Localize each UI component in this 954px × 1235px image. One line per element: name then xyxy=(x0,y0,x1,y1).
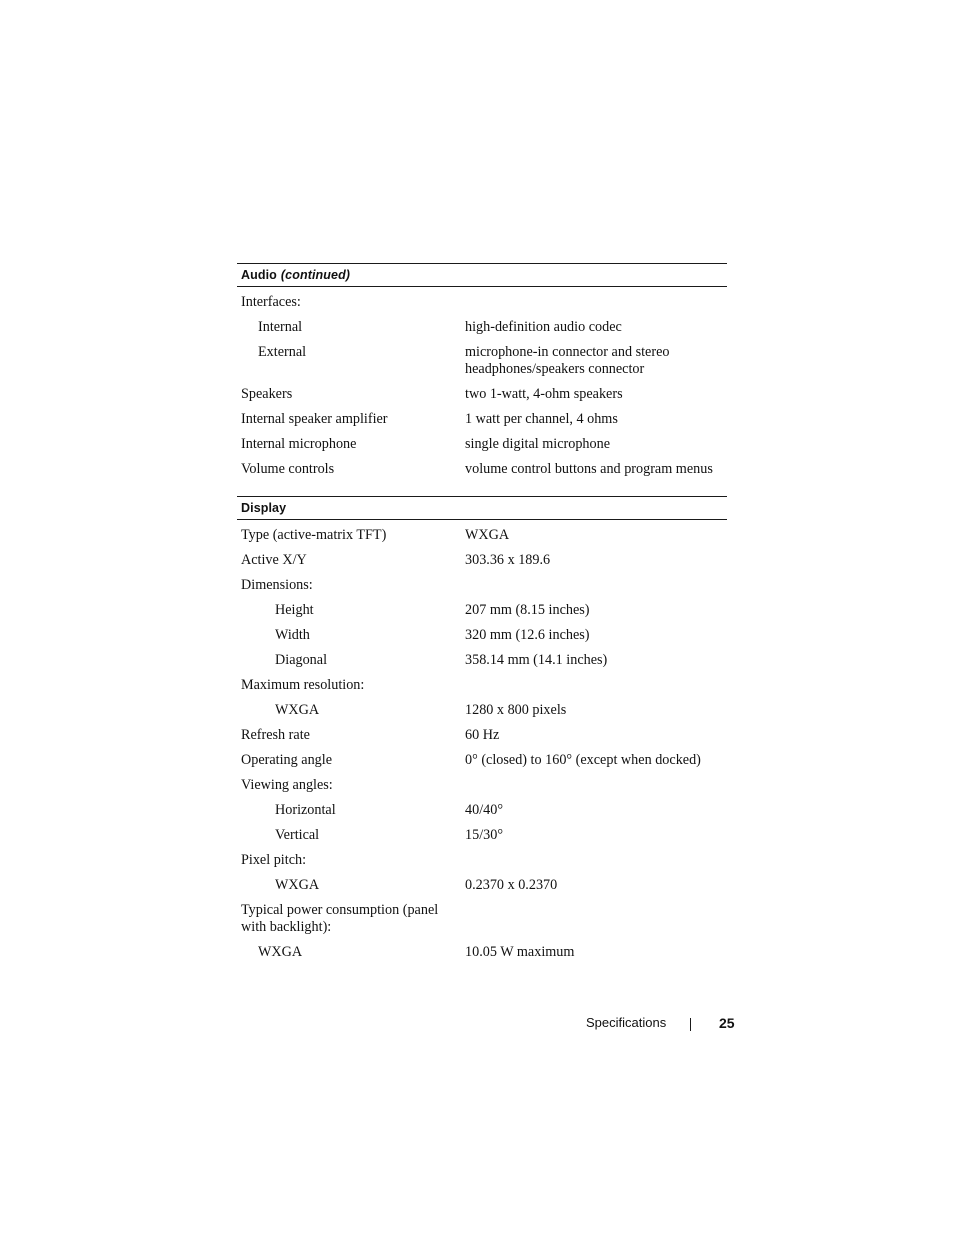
spec-value xyxy=(461,902,727,936)
spec-row xyxy=(237,407,727,432)
spec-label: Horizontal xyxy=(275,802,336,818)
spec-value: volume control buttons and program menus xyxy=(465,461,713,477)
spec-label: Internal microphone xyxy=(241,436,357,452)
spec-row xyxy=(237,382,727,407)
display-rows xyxy=(237,520,727,965)
display-section-header xyxy=(237,496,727,520)
spec-value xyxy=(461,852,727,869)
spec-row xyxy=(237,573,727,598)
audio-rows xyxy=(237,287,727,482)
spec-value xyxy=(461,677,727,694)
spec-row xyxy=(237,290,727,315)
page-number: 25 xyxy=(719,1015,735,1031)
spec-label: Viewing angles: xyxy=(241,777,333,793)
spec-value: 358.14 mm (14.1 inches) xyxy=(465,652,608,668)
spec-page xyxy=(237,263,727,965)
spec-row xyxy=(237,898,727,940)
spec-value: 40/40° xyxy=(465,802,503,818)
audio-section xyxy=(237,263,727,482)
spec-label: Interfaces: xyxy=(241,294,301,310)
spec-value: 10.05 W maximum xyxy=(465,944,575,960)
spec-label: Height xyxy=(275,602,314,618)
spec-row xyxy=(237,648,727,673)
page-footer xyxy=(586,1015,736,1035)
spec-label: Internal xyxy=(258,319,303,335)
audio-section-continued: (continued) xyxy=(280,268,351,282)
spec-label: WXGA xyxy=(275,877,320,893)
spec-row xyxy=(237,823,727,848)
spec-row xyxy=(237,548,727,573)
spec-label: Diagonal xyxy=(275,652,328,668)
spec-row xyxy=(237,773,727,798)
spec-value: 15/30° xyxy=(465,827,503,843)
spec-label: Pixel pitch: xyxy=(241,852,307,868)
spec-value: 303.36 x 189.6 xyxy=(465,552,551,568)
spec-value: 1 watt per channel, 4 ohms xyxy=(465,411,618,427)
spec-label: Active X/Y xyxy=(241,552,307,568)
spec-value: microphone-in connector and stereo headphones/speakers connector xyxy=(465,344,670,377)
display-section xyxy=(237,496,727,965)
spec-row xyxy=(237,873,727,898)
spec-label: Typical power consumption (panel with backlight): xyxy=(241,902,439,935)
spec-row xyxy=(237,673,727,698)
spec-value: WXGA xyxy=(465,527,510,543)
footer-separator xyxy=(690,1018,691,1031)
spec-label: Refresh rate xyxy=(241,727,310,743)
spec-label: External xyxy=(258,344,307,360)
spec-label: Width xyxy=(275,627,310,643)
spec-row xyxy=(237,598,727,623)
spec-value xyxy=(461,777,727,794)
spec-value: single digital microphone xyxy=(465,436,610,452)
spec-row xyxy=(237,723,727,748)
spec-label: WXGA xyxy=(258,944,303,960)
spec-label: Speakers xyxy=(241,386,293,402)
spec-value: 1280 x 800 pixels xyxy=(465,702,567,718)
spec-row xyxy=(237,523,727,548)
spec-row xyxy=(237,940,727,965)
spec-value: high-definition audio codec xyxy=(465,319,622,335)
spec-value xyxy=(461,294,727,311)
audio-section-title: Audio xyxy=(241,268,277,282)
spec-label: Maximum resolution: xyxy=(241,677,365,693)
spec-value: 0° (closed) to 160° (except when docked) xyxy=(465,752,701,768)
spec-value: 320 mm (12.6 inches) xyxy=(465,627,590,643)
spec-value: 207 mm (8.15 inches) xyxy=(465,602,590,618)
spec-row xyxy=(237,623,727,648)
spec-value: 0.2370 x 0.2370 xyxy=(465,877,558,893)
spec-value xyxy=(461,577,727,594)
spec-row xyxy=(237,798,727,823)
spec-row xyxy=(237,748,727,773)
spec-row xyxy=(237,457,727,482)
spec-row xyxy=(237,848,727,873)
footer-section-name: Specifications xyxy=(586,1015,667,1030)
spec-value: two 1-watt, 4-ohm speakers xyxy=(465,386,623,402)
spec-label: Type (active-matrix TFT) xyxy=(241,527,387,543)
spec-row xyxy=(237,432,727,457)
spec-value: 60 Hz xyxy=(465,727,500,743)
spec-label: Volume controls xyxy=(241,461,335,477)
spec-label: Internal speaker amplifier xyxy=(241,411,388,427)
spec-row xyxy=(237,698,727,723)
spec-label: Vertical xyxy=(275,827,320,843)
spec-row xyxy=(237,340,727,382)
spec-label: Operating angle xyxy=(241,752,332,768)
audio-section-header xyxy=(237,263,727,287)
spec-label: Dimensions: xyxy=(241,577,313,593)
spec-row xyxy=(237,315,727,340)
spec-label: WXGA xyxy=(275,702,320,718)
display-section-title: Display xyxy=(241,501,287,515)
